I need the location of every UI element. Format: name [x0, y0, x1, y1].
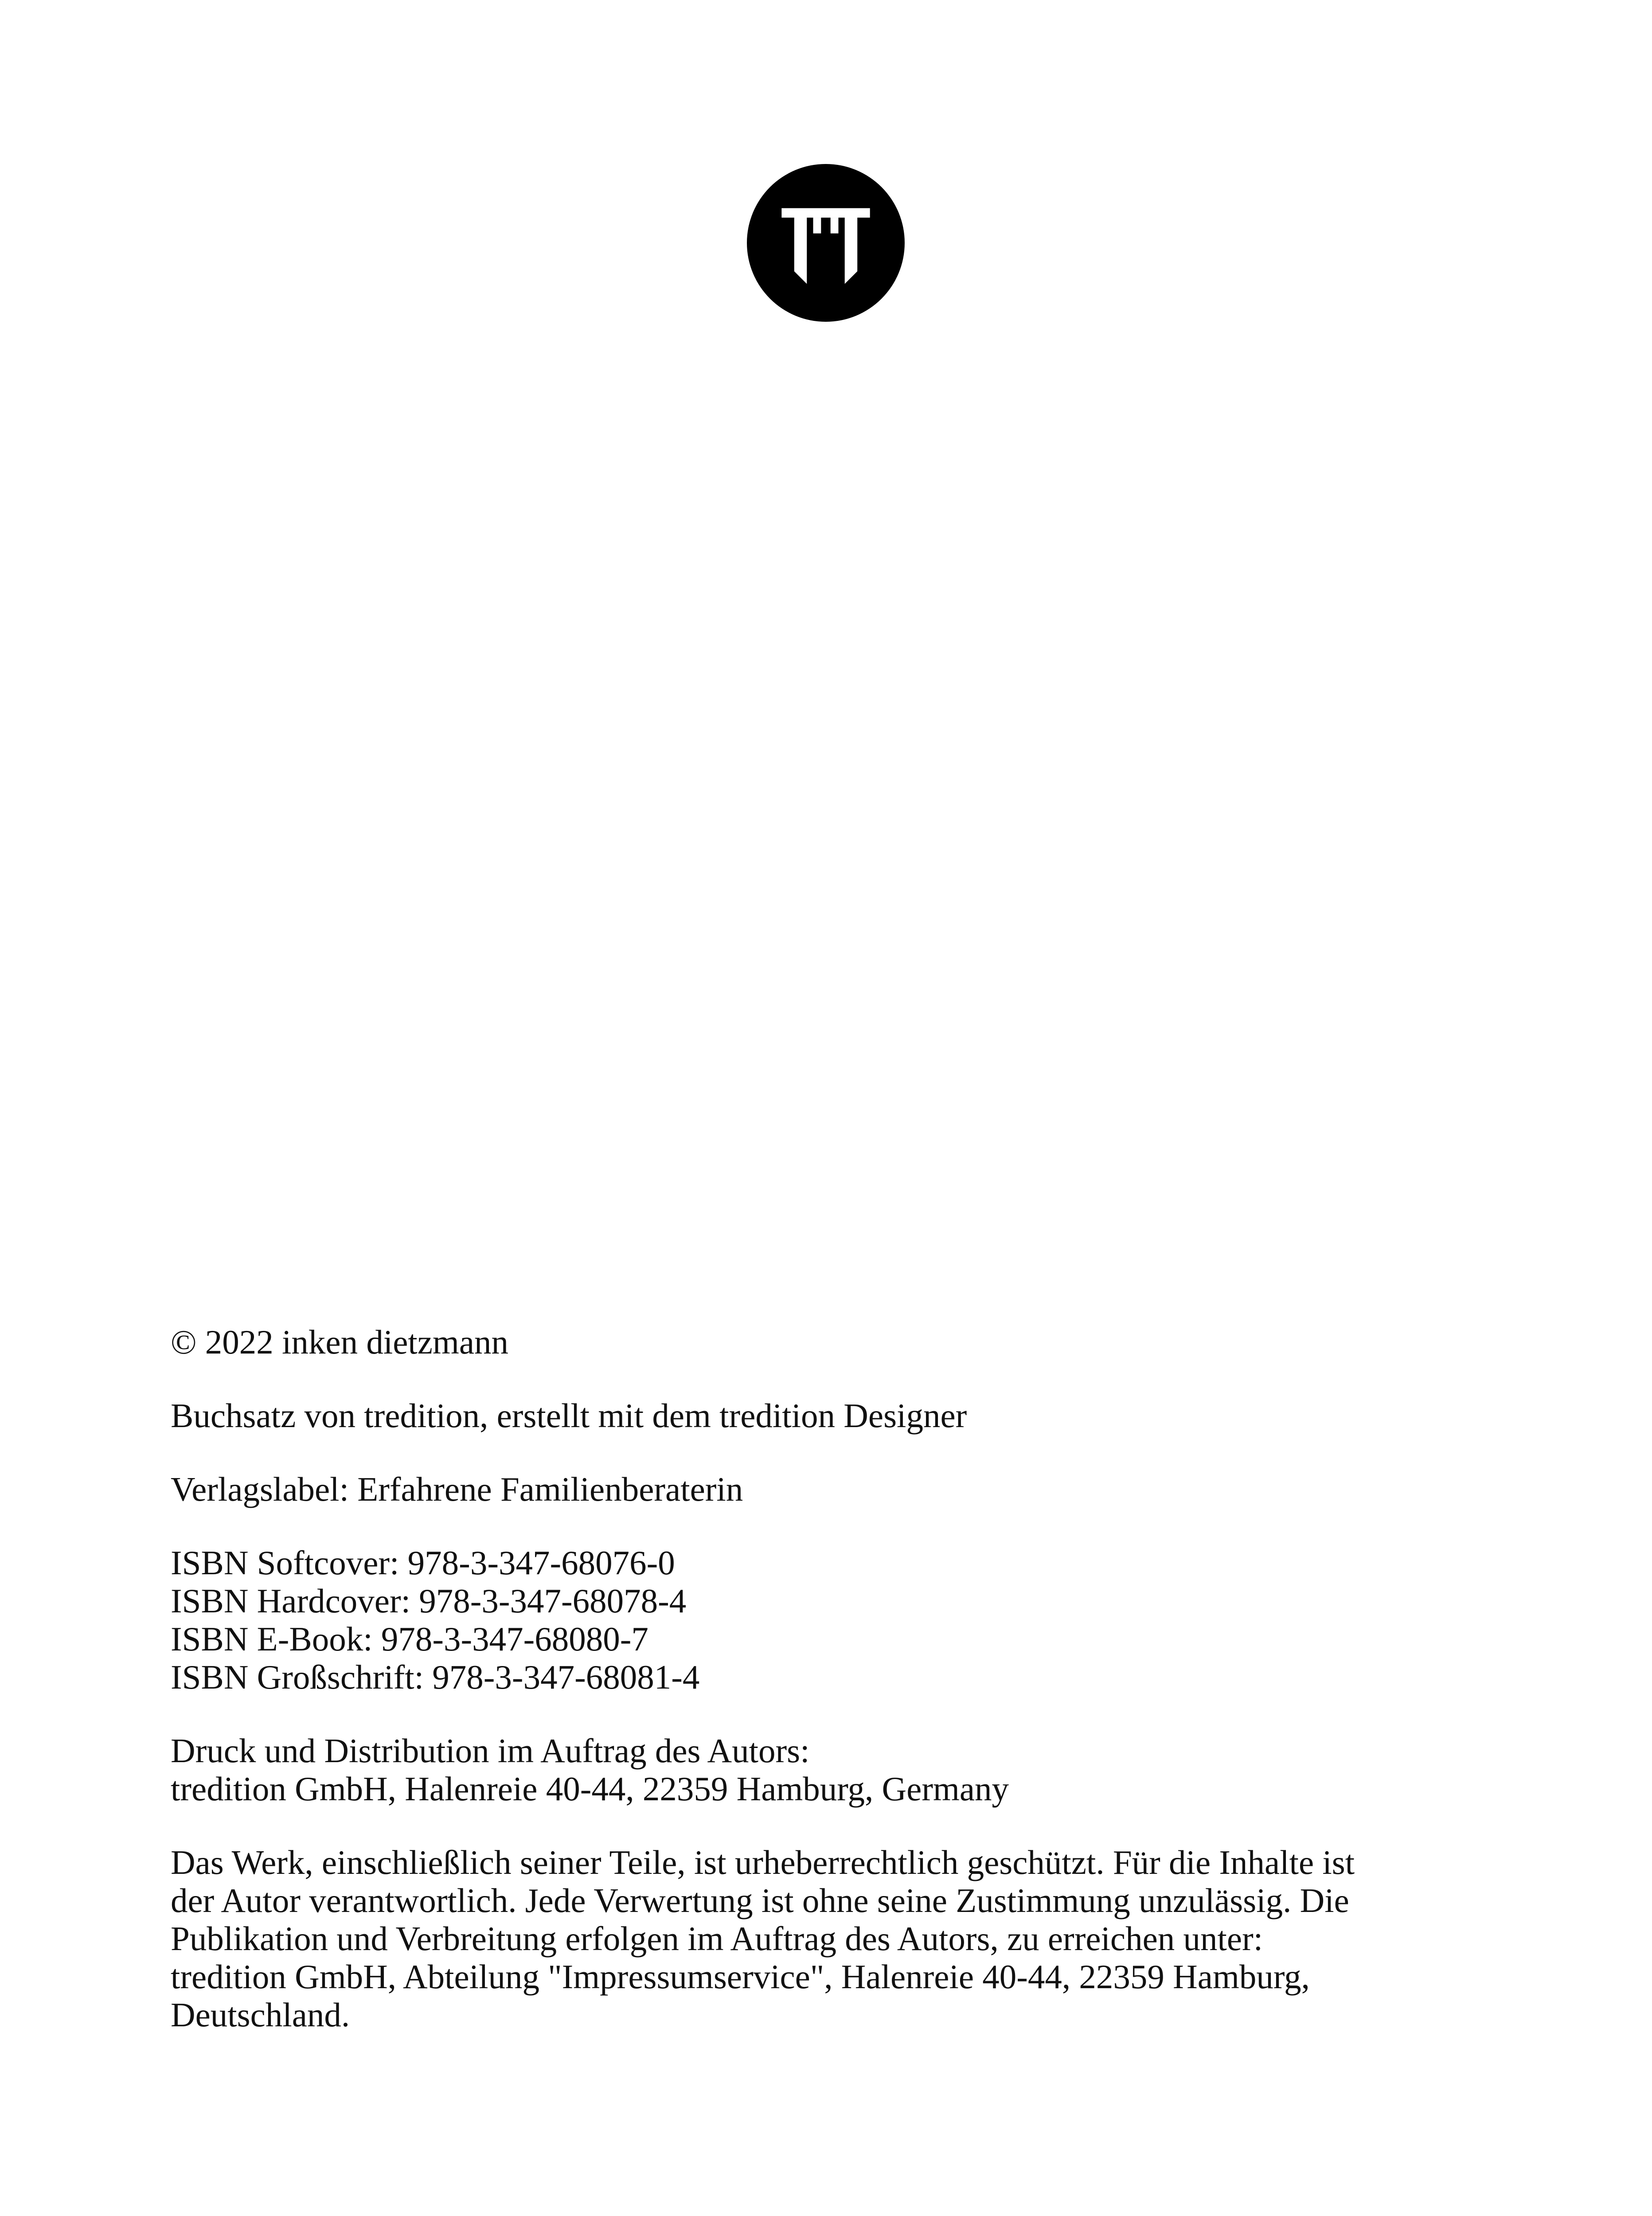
distribution-line: Druck und Distribution im Auftrag des Autors: [171, 1732, 810, 1770]
isbn-softcover: ISBN Softcover: 978-3-347-68076-0 [171, 1544, 675, 1582]
copyright-notice: © 2022 inken dietzmann [171, 1323, 509, 1361]
isbn-large-print: ISBN Großschrift: 978-3-347-68081-4 [171, 1658, 700, 1696]
isbn-list [171, 1544, 1496, 1696]
legal-notice [171, 1843, 1496, 2034]
publisher-label: Verlagslabel: Erfahrene Familienberaterin [171, 1470, 743, 1508]
imprint-block [171, 1323, 1496, 2069]
isbn-ebook: ISBN E-Book: 978-3-347-68080-7 [171, 1620, 648, 1658]
legal-line: Publikation und Verbreitung erfolgen im Auftrag des Autors, zu erreichen unter: [171, 1919, 1263, 1958]
legal-line: Das Werk, einschließlich seiner Teile, ist urheberrechtlich geschützt. Für die Inhalte ist [171, 1843, 1355, 1881]
legal-line: tredition GmbH, Abteilung "Impressumservice", Halenreie 40-44, 22359 Hamburg, [171, 1958, 1310, 1996]
legal-line: der Autor verantwortlich. Jede Verwertung ist ohne seine Zustimmung unzulässig. Die [171, 1881, 1349, 1919]
distribution-address: tredition GmbH, Halenreie 40-44, 22359 Hamburg, Germany [171, 1770, 1009, 1808]
typesetting-note: Buchsatz von tredition, erstellt mit dem tredition Designer [171, 1397, 967, 1435]
isbn-hardcover: ISBN Hardcover: 978-3-347-68078-4 [171, 1582, 687, 1620]
legal-line: Deutschland. [171, 1996, 350, 2034]
distribution-note [171, 1732, 1496, 1808]
tredition-logo-icon [747, 164, 905, 322]
